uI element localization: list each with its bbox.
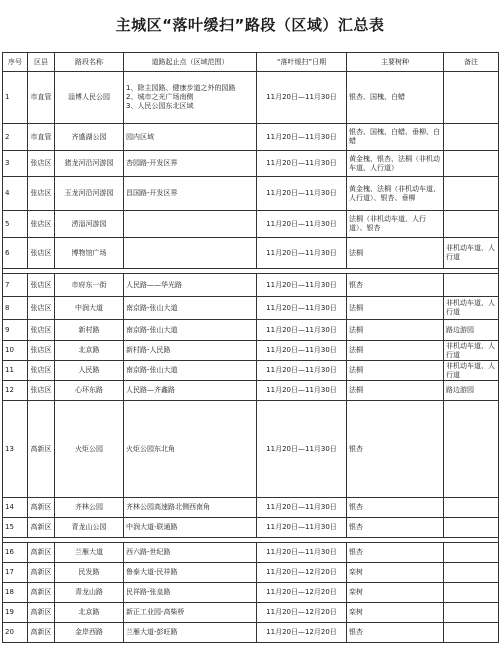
cell-note bbox=[444, 563, 499, 583]
cell-district: 高新区 bbox=[28, 563, 55, 583]
cell-district: 高新区 bbox=[28, 498, 55, 518]
cell-range: 新正工业园-高柴桥 bbox=[124, 603, 257, 623]
cell-district: 张店区 bbox=[28, 151, 55, 177]
header-range: 道路起止点（区域范围） bbox=[124, 53, 257, 72]
cell-trees: 法桐 bbox=[347, 341, 444, 361]
cell-range: 南京路-张山大道 bbox=[124, 297, 257, 320]
cell-note bbox=[444, 274, 499, 297]
cell-trees: 银杏、国槐、白蜡、垂柳、白蜡 bbox=[347, 124, 444, 151]
cell-road: 民发路 bbox=[55, 563, 124, 583]
cell-range bbox=[124, 211, 257, 238]
table-row bbox=[3, 72, 499, 124]
cell-road: 猪龙河沿河游园 bbox=[55, 151, 124, 177]
cell-range: 民祥路-张皇路 bbox=[124, 583, 257, 603]
cell-district: 高新区 bbox=[28, 623, 55, 643]
cell-trees: 法桐（非机动车道、人行道）、银杏 bbox=[347, 211, 444, 238]
cell-note bbox=[444, 498, 499, 518]
cell-range bbox=[124, 238, 257, 269]
cell-date: 11月20日—12月20日 bbox=[257, 563, 347, 583]
cell-district: 张店区 bbox=[28, 381, 55, 401]
cell-road: 兰雁大道 bbox=[55, 543, 124, 563]
cell-range: 西六路-世纪路 bbox=[124, 543, 257, 563]
cell-district: 张店区 bbox=[28, 297, 55, 320]
header-note: 备注 bbox=[444, 53, 499, 72]
cell-note bbox=[444, 72, 499, 124]
cell-trees: 银杏 bbox=[347, 543, 444, 563]
table-row bbox=[3, 320, 499, 341]
cell-range: 新村路-人民路 bbox=[124, 341, 257, 361]
cell-trees: 栾树 bbox=[347, 583, 444, 603]
cell-road: 中润大道 bbox=[55, 297, 124, 320]
cell-district: 张店区 bbox=[28, 238, 55, 269]
cell-trees: 黄金槐、银杏、法桐（非机动车道、人行道） bbox=[347, 151, 444, 177]
cell-no: 5 bbox=[3, 211, 28, 238]
cell-no: 20 bbox=[3, 623, 28, 643]
cell-range: 1、除主园路、健康步道之外的园路 2、城市之光广场南侧 3、人民公园东北区域 bbox=[124, 72, 257, 124]
cell-date: 11月20日—11月30日 bbox=[257, 124, 347, 151]
cell-no: 18 bbox=[3, 583, 28, 603]
cell-note bbox=[444, 124, 499, 151]
cell-range: 中润大道-联通路 bbox=[124, 518, 257, 538]
cell-no: 15 bbox=[3, 518, 28, 538]
cell-district: 高新区 bbox=[28, 518, 55, 538]
cell-note bbox=[444, 401, 499, 498]
cell-trees: 黄金槐、法桐（非机动车道、人行道）、银杏、垂柳 bbox=[347, 177, 444, 211]
cell-trees: 法桐 bbox=[347, 361, 444, 381]
cell-date: 11月20日—11月30日 bbox=[257, 361, 347, 381]
header-trees: 主要树种 bbox=[347, 53, 444, 72]
cell-road: 北京路 bbox=[55, 341, 124, 361]
cell-district: 高新区 bbox=[28, 401, 55, 498]
cell-range: 鲁泰大道-民祥路 bbox=[124, 563, 257, 583]
cell-trees: 法桐 bbox=[347, 320, 444, 341]
cell-no: 1 bbox=[3, 72, 28, 124]
cell-trees: 法桐 bbox=[347, 381, 444, 401]
cell-district: 高新区 bbox=[28, 583, 55, 603]
cell-note bbox=[444, 211, 499, 238]
header-district: 区县 bbox=[28, 53, 55, 72]
cell-range: 兰雁大道-彭旺路 bbox=[124, 623, 257, 643]
cell-road: 涝淄河游园 bbox=[55, 211, 124, 238]
cell-date: 11月20日—12月20日 bbox=[257, 583, 347, 603]
cell-trees: 银杏 bbox=[347, 498, 444, 518]
cell-road: 淄博人民公园 bbox=[55, 72, 124, 124]
cell-date: 11月20日—11月30日 bbox=[257, 177, 347, 211]
cell-district: 张店区 bbox=[28, 211, 55, 238]
cell-trees: 栾树 bbox=[347, 563, 444, 583]
cell-no: 7 bbox=[3, 274, 28, 297]
header-row bbox=[3, 53, 499, 72]
table-row bbox=[3, 238, 499, 269]
cell-date: 11月20日—11月30日 bbox=[257, 341, 347, 361]
table-row bbox=[3, 151, 499, 177]
cell-no: 19 bbox=[3, 603, 28, 623]
table-row bbox=[3, 543, 499, 563]
cell-no: 9 bbox=[3, 320, 28, 341]
table-row bbox=[3, 623, 499, 643]
cell-date: 11月20日—11月30日 bbox=[257, 498, 347, 518]
cell-range: 南京路-张山大道 bbox=[124, 320, 257, 341]
cell-note: 非机动车道、人行道 bbox=[444, 361, 499, 381]
cell-no: 2 bbox=[3, 124, 28, 151]
cell-date: 11月20日—11月30日 bbox=[257, 211, 347, 238]
cell-road: 火炬公园 bbox=[55, 401, 124, 498]
cell-range: 园内区域 bbox=[124, 124, 257, 151]
cell-range: 人民路——华光路 bbox=[124, 274, 257, 297]
cell-road: 齐林公园 bbox=[55, 498, 124, 518]
cell-date: 11月20日—11月30日 bbox=[257, 72, 347, 124]
table-row bbox=[3, 211, 499, 238]
cell-trees: 银杏 bbox=[347, 518, 444, 538]
cell-district: 高新区 bbox=[28, 603, 55, 623]
cell-road: 新村路 bbox=[55, 320, 124, 341]
cell-no: 8 bbox=[3, 297, 28, 320]
cell-date: 11月20日—11月30日 bbox=[257, 320, 347, 341]
cell-district: 张店区 bbox=[28, 177, 55, 211]
header-no: 序号 bbox=[3, 53, 28, 72]
cell-date: 11月20日—12月20日 bbox=[257, 623, 347, 643]
header-date: “落叶缓扫”日期 bbox=[257, 53, 347, 72]
cell-trees: 银杏、国槐、白蜡 bbox=[347, 72, 444, 124]
cell-road: 人民路 bbox=[55, 361, 124, 381]
cell-range: 昌国路-开发区界 bbox=[124, 177, 257, 211]
cell-no: 11 bbox=[3, 361, 28, 381]
cell-date: 11月20日—11月30日 bbox=[257, 297, 347, 320]
cell-trees: 银杏 bbox=[347, 401, 444, 498]
cell-road: 心环东路 bbox=[55, 381, 124, 401]
table-row bbox=[3, 297, 499, 320]
cell-range: 南京路-张山大道 bbox=[124, 361, 257, 381]
cell-no: 4 bbox=[3, 177, 28, 211]
cell-range: 火炬公园东北角 bbox=[124, 401, 257, 498]
cell-note bbox=[444, 177, 499, 211]
cell-note bbox=[444, 603, 499, 623]
table-row bbox=[3, 518, 499, 538]
cell-range: 齐林公园高速路北侧西南角 bbox=[124, 498, 257, 518]
table-row bbox=[3, 603, 499, 623]
cell-road: 北京路 bbox=[55, 603, 124, 623]
table-row bbox=[3, 274, 499, 297]
cell-note: 非机动车道、人行道 bbox=[444, 297, 499, 320]
cell-note bbox=[444, 518, 499, 538]
cell-date: 11月20日—11月30日 bbox=[257, 151, 347, 177]
cell-district: 张店区 bbox=[28, 320, 55, 341]
table-row bbox=[3, 341, 499, 361]
cell-date: 11月20日—12月20日 bbox=[257, 603, 347, 623]
cell-date: 11月20日—11月30日 bbox=[257, 543, 347, 563]
cell-range: 人民路—齐鑫路 bbox=[124, 381, 257, 401]
cell-trees: 法桐 bbox=[347, 238, 444, 269]
cell-road: 博物馆广场 bbox=[55, 238, 124, 269]
header-road: 路段名称 bbox=[55, 53, 124, 72]
cell-district: 市直管 bbox=[28, 124, 55, 151]
cell-trees: 栾树 bbox=[347, 603, 444, 623]
document-title: 主城区“落叶缓扫”路段（区域）汇总表 bbox=[115, 16, 385, 34]
cell-road: 市府东一街 bbox=[55, 274, 124, 297]
cell-note: 路边游园 bbox=[444, 381, 499, 401]
cell-note: 非机动车道、人行道 bbox=[444, 238, 499, 269]
cell-date: 11月20日—11月30日 bbox=[257, 518, 347, 538]
table-row bbox=[3, 381, 499, 401]
cell-date: 11月20日—11月30日 bbox=[257, 274, 347, 297]
cell-note: 路边游园 bbox=[444, 320, 499, 341]
cell-district: 高新区 bbox=[28, 543, 55, 563]
cell-trees: 银杏 bbox=[347, 623, 444, 643]
cell-no: 3 bbox=[3, 151, 28, 177]
cell-road: 玉龙河沿河游园 bbox=[55, 177, 124, 211]
cell-district: 张店区 bbox=[28, 341, 55, 361]
summary-table bbox=[2, 52, 499, 643]
table-row bbox=[3, 563, 499, 583]
cell-date: 11月20日—11月30日 bbox=[257, 401, 347, 498]
cell-no: 12 bbox=[3, 381, 28, 401]
cell-no: 6 bbox=[3, 238, 28, 269]
cell-no: 10 bbox=[3, 341, 28, 361]
table-row bbox=[3, 124, 499, 151]
table-row bbox=[3, 401, 499, 498]
table-row bbox=[3, 583, 499, 603]
cell-district: 张店区 bbox=[28, 361, 55, 381]
cell-no: 17 bbox=[3, 563, 28, 583]
cell-note bbox=[444, 151, 499, 177]
cell-district: 张店区 bbox=[28, 274, 55, 297]
cell-no: 14 bbox=[3, 498, 28, 518]
cell-trees: 银杏 bbox=[347, 274, 444, 297]
table-row bbox=[3, 361, 499, 381]
cell-road: 金岸西路 bbox=[55, 623, 124, 643]
cell-no: 13 bbox=[3, 401, 28, 498]
cell-trees: 法桐 bbox=[347, 297, 444, 320]
table-row bbox=[3, 177, 499, 211]
cell-road: 齐盛湖公园 bbox=[55, 124, 124, 151]
cell-road: 青龙山路 bbox=[55, 583, 124, 603]
cell-no: 16 bbox=[3, 543, 28, 563]
cell-note bbox=[444, 623, 499, 643]
cell-district: 市直管 bbox=[28, 72, 55, 124]
cell-road: 青龙山公园 bbox=[55, 518, 124, 538]
cell-date: 11月20日—11月30日 bbox=[257, 238, 347, 269]
cell-date: 11月20日—11月30日 bbox=[257, 381, 347, 401]
cell-note bbox=[444, 543, 499, 563]
cell-note: 非机动车道、人行道 bbox=[444, 341, 499, 361]
cell-note bbox=[444, 583, 499, 603]
cell-range: 杏园路-开发区界 bbox=[124, 151, 257, 177]
table-row bbox=[3, 498, 499, 518]
